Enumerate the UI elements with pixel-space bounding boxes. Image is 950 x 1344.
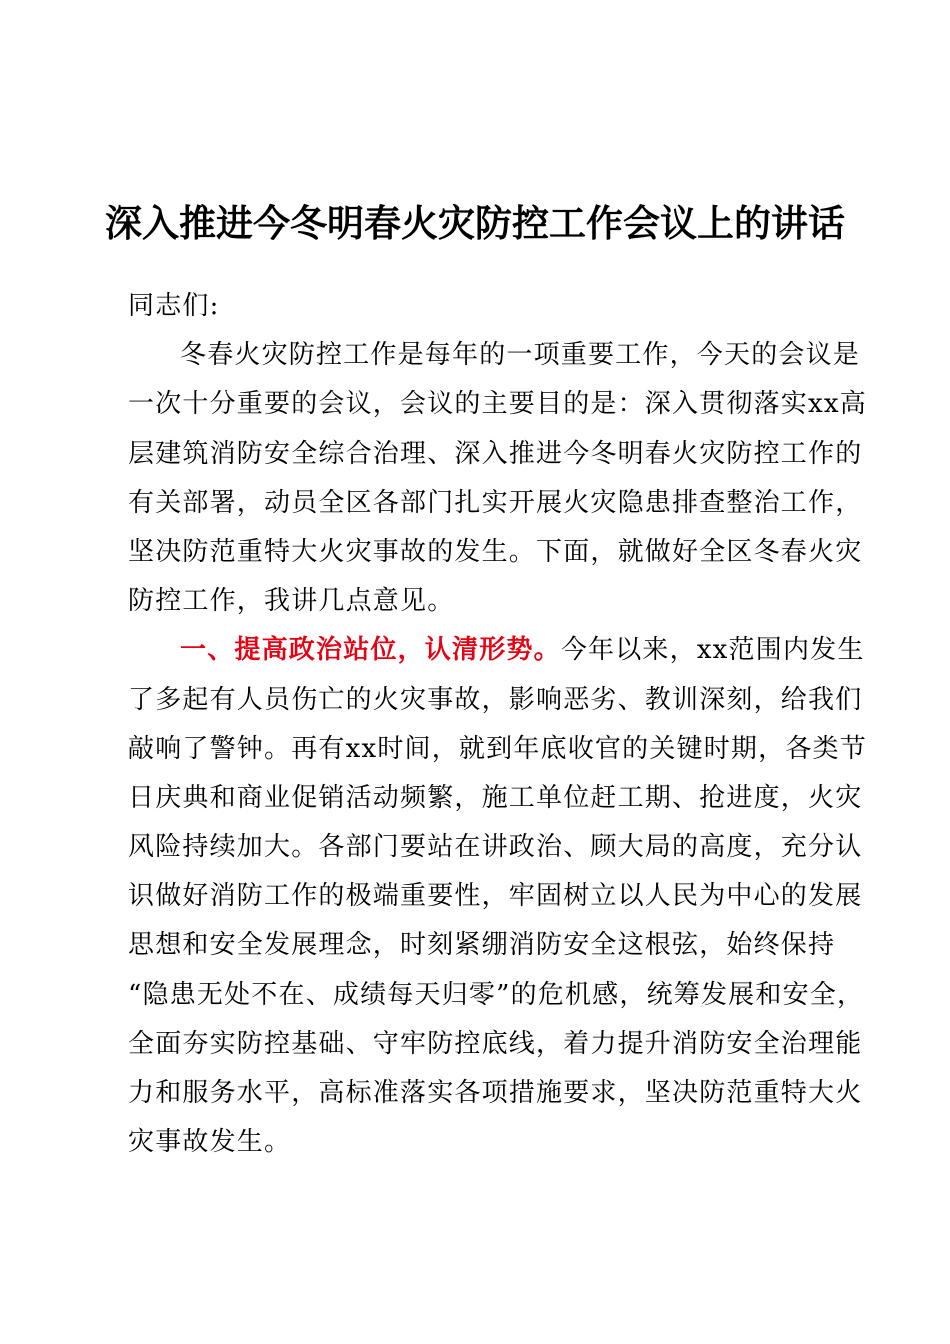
paragraph1-line: 冬春火灾防控工作是每年的一项重要工作，今天的会议是 bbox=[180, 340, 861, 371]
paragraph1-line: 有关部署，动员全区各部门扎实开展火灾隐患排查整治工作， bbox=[128, 487, 863, 518]
section1-line: 全面夯实防控基础、守牢防控底线，着力提升消防安全治理能 bbox=[128, 1028, 863, 1059]
section1-first-line-text: 今年以来，xx范围内发生 bbox=[560, 635, 865, 666]
section1-line: 敲响了警钟。再有xx时间，就到年底收官的关键时期，各类节 bbox=[128, 733, 867, 764]
section1-line: “隐患无处不在、成绩每天归零”的危机感，统筹发展和安全， bbox=[128, 979, 865, 1010]
section1-line: 识做好消防工作的极端重要性，牢固树立以人民为中心的发展 bbox=[128, 881, 863, 912]
salutation: 同志们: bbox=[128, 291, 220, 321]
section1-line: 日庆典和商业促销活动频繁，施工单位赶工期、抢进度，火灾 bbox=[128, 782, 863, 813]
paragraph1-line: 坚决防范重特大火灾事故的发生。下面，就做好全区冬春火灾 bbox=[128, 536, 863, 567]
section1-line: 力和服务水平，高标准落实各项措施要求，坚决防范重特大火 bbox=[128, 1078, 863, 1108]
paragraph1-line: 层建筑消防安全综合治理、深入推进今冬明春火灾防控工作的 bbox=[128, 438, 863, 469]
section1-first-line bbox=[128, 626, 865, 675]
section1-line: 思想和安全发展理念，时刻紧绷消防安全这根弦，始终保持 bbox=[128, 930, 836, 961]
document-body bbox=[128, 282, 867, 1167]
document-title: 深入推进今冬明春火灾防控工作会议上的讲话 bbox=[105, 202, 845, 245]
section1-line: 了多起有人员伤亡的火灾事故，影响恶劣、教训深刻，给我们 bbox=[128, 684, 863, 715]
section1-line: 灾事故发生。 bbox=[128, 1127, 292, 1158]
paragraph1-line: 一次十分重要的会议，会议的主要目的是：深入贯彻落实xx高 bbox=[128, 389, 867, 420]
section1-line: 风险持续加大。各部门要站在讲政治、顾大局的高度，充分认 bbox=[128, 832, 863, 863]
paragraph1-line: 防控工作，我讲几点意见。 bbox=[128, 586, 455, 617]
section1-heading: 一、提高政治站位，认清形势。 bbox=[180, 635, 561, 666]
